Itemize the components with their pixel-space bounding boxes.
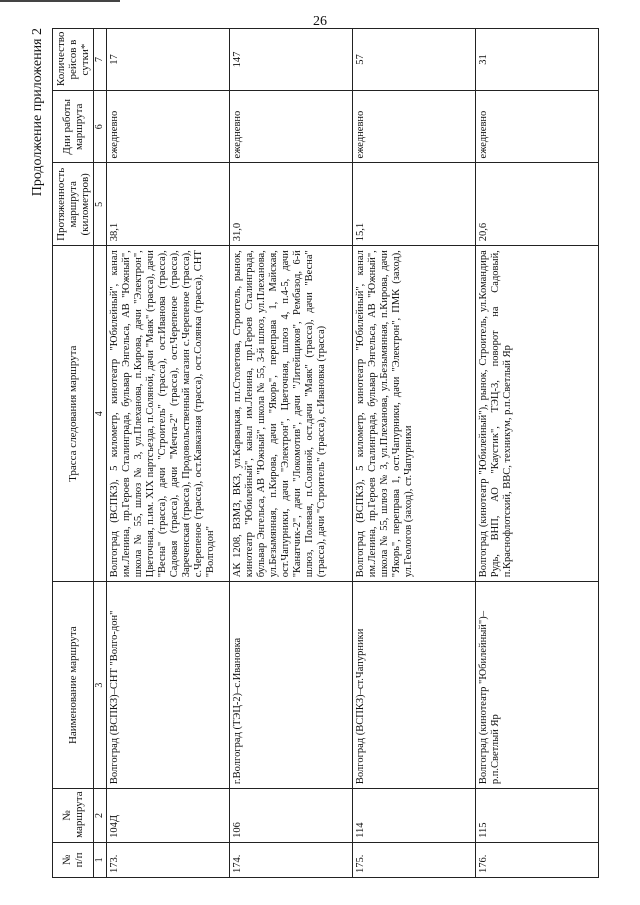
header-trips-per-day: Количество рейсов в сутки* [53, 29, 94, 91]
scan-edge-line [0, 0, 120, 2]
routes-table [52, 28, 599, 878]
column-number: 6 [94, 91, 107, 163]
header-route-name: Наименование маршрута [53, 582, 94, 789]
column-number: 3 [94, 582, 107, 789]
continuation-label: Продолжение приложения 2 [30, 28, 45, 197]
operating-days: ежедневно [107, 91, 230, 163]
header-number: № п/п [53, 842, 94, 877]
column-number-row [94, 29, 107, 878]
route-number: 115 [476, 789, 599, 843]
route-length: 31,0 [230, 163, 353, 246]
route-name: Волгоград (ВСПКЗ)–ст.Чапурники [353, 582, 476, 789]
trips-per-day: 17 [107, 29, 230, 91]
page-number: 26 [313, 14, 327, 29]
header-route-number: № маршрута [53, 789, 94, 843]
table-row [230, 29, 353, 878]
column-number: 4 [94, 246, 107, 582]
column-number: 5 [94, 163, 107, 246]
route-path: АК 1208, ВЗМЗ, ВКЗ, ул.Карвацкая, пл.Столетова, Строитель, рынок, кинотеатр "Юбилейный", канал им.Ленина, пр.Героев Сталинграда, бульвар Энгельса, АВ "Южный", школа № 55, 3-й шлюз, ул.Плеханова, ул.Безымянная, п.Кирова, дачи "Якорь", переправа 1, Майская, ост.Чапурники, дачи "Электрон", Цветочная, шлюз 4, п.4-5, дачи "Канатчик-2", дачи "Локомотив", дачи "Литейщиков", Рембазод, 6-й шлюз, Полевая, п.Соляной, ост.дачи "Маяк" (трасса), дачи "Весна" (трасса), дачи "Строитель" (трасса), с.Ивановка (трасса) [230, 246, 353, 582]
route-path: Волгоград (ВСПКЗ), 5 километр, кинотеатр "Юбилейный", канал им.Ленина, пр.Героев Сталинграда, бульвар Энгельса, АВ "Южный", школа № 55, шлюз № 3, ул.Плеханова, п.Кирова, дачи "Электрон", Цветочная, п.им. XIX партсъезда, п.Соляной, дачи "Маяк" (трасса), дачи "Весна" (трасса), дачи "Строитель" (трасса), ост.Иванова (трасса), Садовая (трасса), дачи "Мечта-2" (трасса), ост.Черепеное (трасса), Зареченская (трасса), Продовольственный магазин с.Черепеное (трасса), с.Черепеное (трасса), ост.Кавказная (трасса), ост.Солянка (трасса), СНТ "Волгодон" [107, 246, 230, 582]
header-route-path: Трасса следования маршрута [53, 246, 94, 582]
row-number: 176. [476, 842, 599, 877]
trips-per-day: 31 [476, 29, 599, 91]
header-route-length: Протяженность маршрута (километров) [53, 163, 94, 246]
route-length: 38,1 [107, 163, 230, 246]
route-path: Волгоград (ВСПКЗ), 5 километр, кинотеатр "Юбилейный", канал им.Ленина, пр.Героев Сталинграда, бульвар Энгельса, АВ "Южный", школа № 55, шлюз № 3, ул.Плеханова, ул.Безымянная, п.Кирова, дачи "Якорь", переправа 1, ост.Чапурники, дачи "Электрон", ПМК (заход), ул.Геологов (заход), ст.Чапурники [353, 246, 476, 582]
operating-days: ежедневно [353, 91, 476, 163]
column-number: 7 [94, 29, 107, 91]
route-length: 20,6 [476, 163, 599, 246]
header-row [53, 29, 94, 878]
operating-days: ежедневно [230, 91, 353, 163]
route-name: г.Волгоград (ТЭЦ-2)–с.Ивановка [230, 582, 353, 789]
table-row [476, 29, 599, 878]
trips-per-day: 57 [353, 29, 476, 91]
header-operating-days: Дни работы маршрута [53, 91, 94, 163]
trips-per-day: 147 [230, 29, 353, 91]
route-length: 15,1 [353, 163, 476, 246]
route-name: Волгоград (кинотеатр "Юбилейный")–р.п.Светлый Яр [476, 582, 599, 789]
table-row [353, 29, 476, 878]
row-number: 174. [230, 842, 353, 877]
operating-days: ежедневно [476, 91, 599, 163]
table-row [107, 29, 230, 878]
route-number: 114 [353, 789, 476, 843]
route-number: 106 [230, 789, 353, 843]
route-number: 104Д [107, 789, 230, 843]
row-number: 173. [107, 842, 230, 877]
route-path: Волгоград (кинотеатр "Юбилейный"), рынок, Строитель, ул.Командира Рудь, ВНП, АО "Каустик", ТЭЦ-3, поворот на Садовый, п.Краснофлотский, ВВС, техникум, р.п.Светлый Яр [476, 246, 599, 582]
route-name: Волгоград (ВСПКЗ)–СНТ "Волго-дон" [107, 582, 230, 789]
rotated-page-content [30, 28, 610, 878]
row-number: 175. [353, 842, 476, 877]
column-number: 1 [94, 842, 107, 877]
column-number: 2 [94, 789, 107, 843]
